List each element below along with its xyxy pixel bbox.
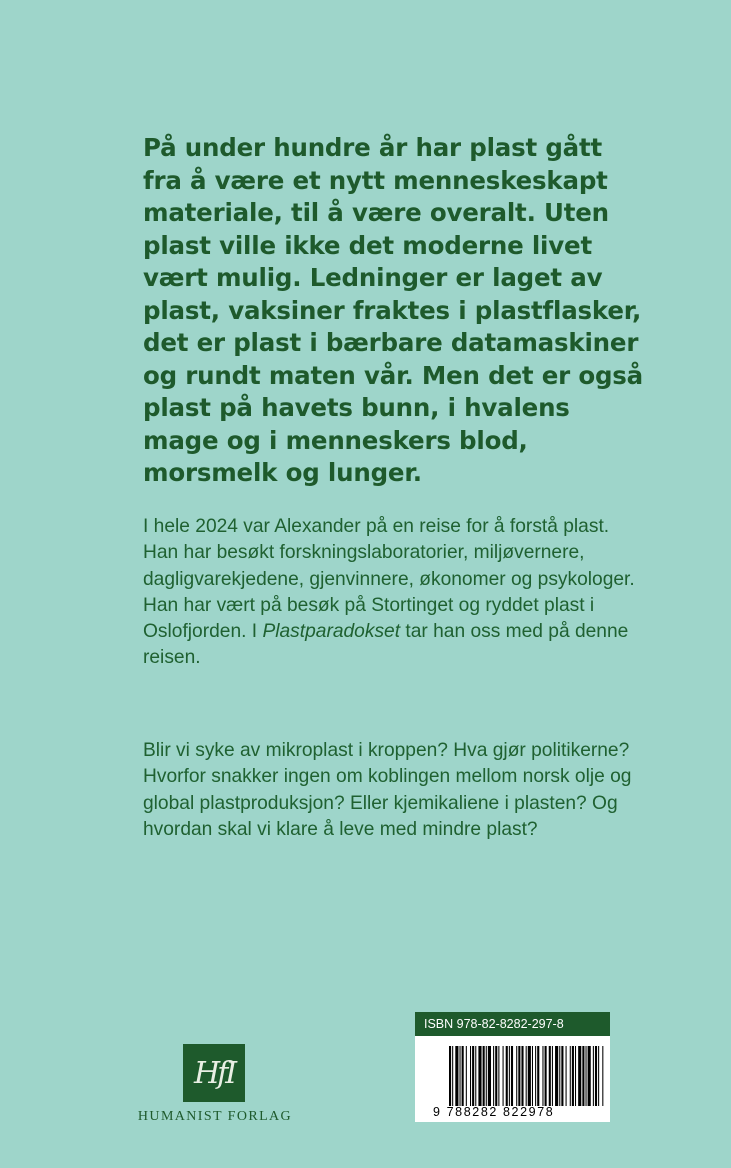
description-text-end: tar han oss med på denne reisen. bbox=[143, 621, 629, 669]
barcode-panel bbox=[415, 1012, 610, 1122]
barcode-image bbox=[449, 1046, 605, 1106]
publisher-logo bbox=[183, 1044, 245, 1102]
publisher-name: HUMANIST FORLAG bbox=[137, 1109, 293, 1124]
barcode-digits: 9 788282 822978 bbox=[433, 1105, 555, 1119]
publisher-logo-monogram: HfI bbox=[193, 1055, 235, 1091]
description-paragraph bbox=[143, 514, 643, 672]
description-text-start: I hele 2024 var Alexander på en reise for å forstå plast. Han har besøkt forskningslaboratorier, miljøvernere, dagligvarekjedene, gjenvinnere, økonomer og psykologer. Han har vært på besøk på Stortinget og ryddet plast i Oslofjorden. I bbox=[143, 516, 635, 643]
lead-paragraph: På under hundre år har plast gått fra å være et nytt menneskeskapt materiale, til å være overalt. Uten plast ville ikke det moderne livet vært mulig. Ledninger er laget av plast, vaksiner fraktes i plastflasker, det er plast i bærbare datamaskiner og rundt maten vår. Men det er også plast på havets bunn, i hvalens mage og i menneskers blod, morsmelk og lunger. bbox=[143, 133, 644, 487]
questions-paragraph: Blir vi syke av mikroplast i kroppen? Hva gjør politikerne? Hvorfor snakker ingen om koblingen mellom norsk olje og global plastproduksjon? Eller kjemikaliene i plasten? Og hvordan skal vi klare å leve med mindre plast? bbox=[143, 740, 632, 840]
book-title: Plastparadokset bbox=[262, 621, 401, 643]
isbn-label: ISBN 978-82-8282-297-8 bbox=[415, 1012, 610, 1036]
